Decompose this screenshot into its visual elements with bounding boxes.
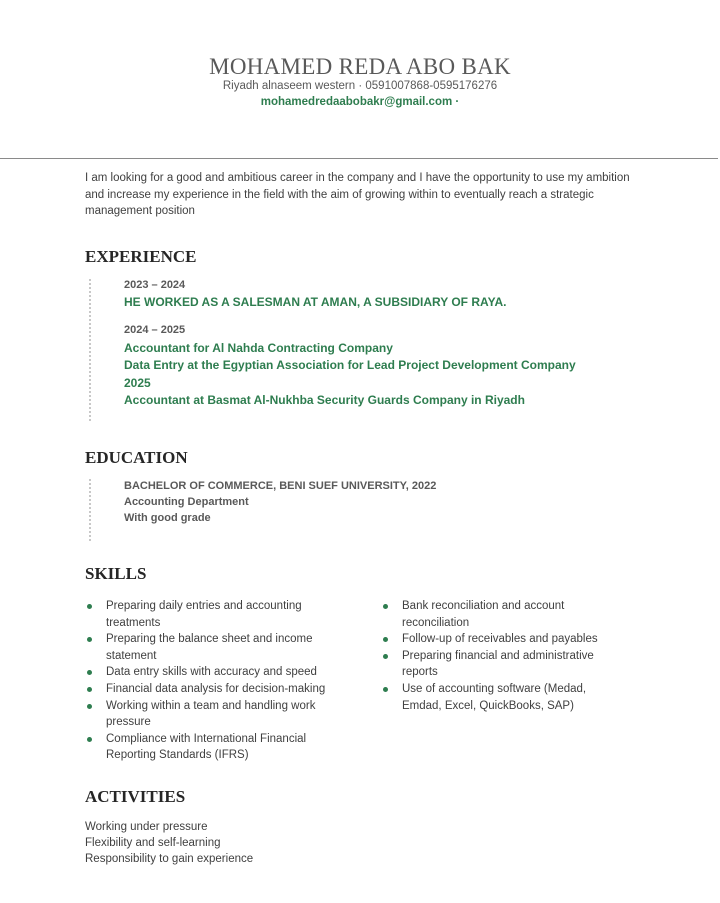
bullet-icon bbox=[383, 604, 388, 609]
experience-job: HE WORKED AS A SALESMAN AT AMAN, A SUBSIDIARY OF RAYA. bbox=[124, 295, 507, 309]
experience-job: Accountant at Basmat Al-Nukhba Security Guards Company in Riyadh bbox=[124, 393, 525, 407]
activity-item: Working under pressure bbox=[85, 821, 208, 833]
education-border bbox=[89, 479, 91, 541]
candidate-name: MOHAMED REDA ABO BAK bbox=[209, 54, 511, 79]
skill-item: Financial data analysis for decision-making bbox=[85, 681, 340, 698]
skill-item: Compliance with International Financial Reporting Standards (IFRS) bbox=[85, 731, 340, 764]
bullet-icon bbox=[383, 654, 388, 659]
skill-item: Preparing the balance sheet and income statement bbox=[85, 631, 340, 664]
skill-item: Data entry skills with accuracy and speed bbox=[85, 664, 340, 681]
skills-list-left bbox=[85, 598, 340, 764]
skill-item: Follow-up of receivables and payables bbox=[381, 631, 616, 648]
skill-item: Preparing daily entries and accounting treatments bbox=[85, 598, 340, 631]
bullet-icon bbox=[87, 604, 92, 609]
activity-item: Flexibility and self-learning bbox=[85, 837, 221, 849]
bullet-icon bbox=[87, 737, 92, 742]
skill-item: Working within a team and handling work pressure bbox=[85, 698, 340, 731]
experience-date: 2024 – 2025 bbox=[124, 324, 186, 336]
experience-date: 2023 – 2024 bbox=[124, 279, 186, 291]
header-divider bbox=[0, 158, 718, 159]
education-heading: EDUCATION bbox=[85, 448, 188, 467]
bullet-icon bbox=[383, 637, 388, 642]
skills-heading: SKILLS bbox=[85, 564, 147, 583]
bullet-icon bbox=[87, 637, 92, 642]
bullet-icon bbox=[87, 670, 92, 675]
activity-item: Responsibility to gain experience bbox=[85, 853, 254, 865]
experience-timeline-border bbox=[89, 279, 91, 421]
activities-heading: ACTIVITIES bbox=[85, 787, 186, 806]
education-department: Accounting Department bbox=[124, 496, 249, 508]
experience-job: Data Entry at the Egyptian Association for Lead Project Development Company bbox=[124, 358, 576, 372]
bullet-icon bbox=[383, 687, 388, 692]
experience-heading: EXPERIENCE bbox=[85, 247, 197, 266]
skills-list-right bbox=[381, 598, 616, 714]
email-link[interactable]: mohamedredaabobakr@gmail.com · bbox=[260, 96, 460, 108]
contact-info: Riyadh alnaseem western · 0591007868-0595176276 bbox=[222, 80, 498, 92]
bullet-icon bbox=[87, 687, 92, 692]
experience-job: 2025 bbox=[124, 376, 151, 390]
education-grade: With good grade bbox=[124, 512, 211, 524]
education-degree: BACHELOR OF COMMERCE, BENI SUEF UNIVERSITY, 2022 bbox=[124, 480, 437, 492]
bullet-icon bbox=[87, 704, 92, 709]
skill-item: Bank reconciliation and account reconciliation bbox=[381, 598, 616, 631]
skill-item: Use of accounting software (Medad, Emdad, Excel, QuickBooks, SAP) bbox=[381, 681, 616, 714]
summary-paragraph: I am looking for a good and ambitious career in the company and I have the opportunity to use my ambition and increase my experience in the field with the aim of growing within to eventually reach a strategic management position bbox=[85, 172, 630, 218]
experience-job: Accountant for Al Nahda Contracting Company bbox=[124, 341, 393, 355]
skill-item: Preparing financial and administrative reports bbox=[381, 648, 616, 681]
